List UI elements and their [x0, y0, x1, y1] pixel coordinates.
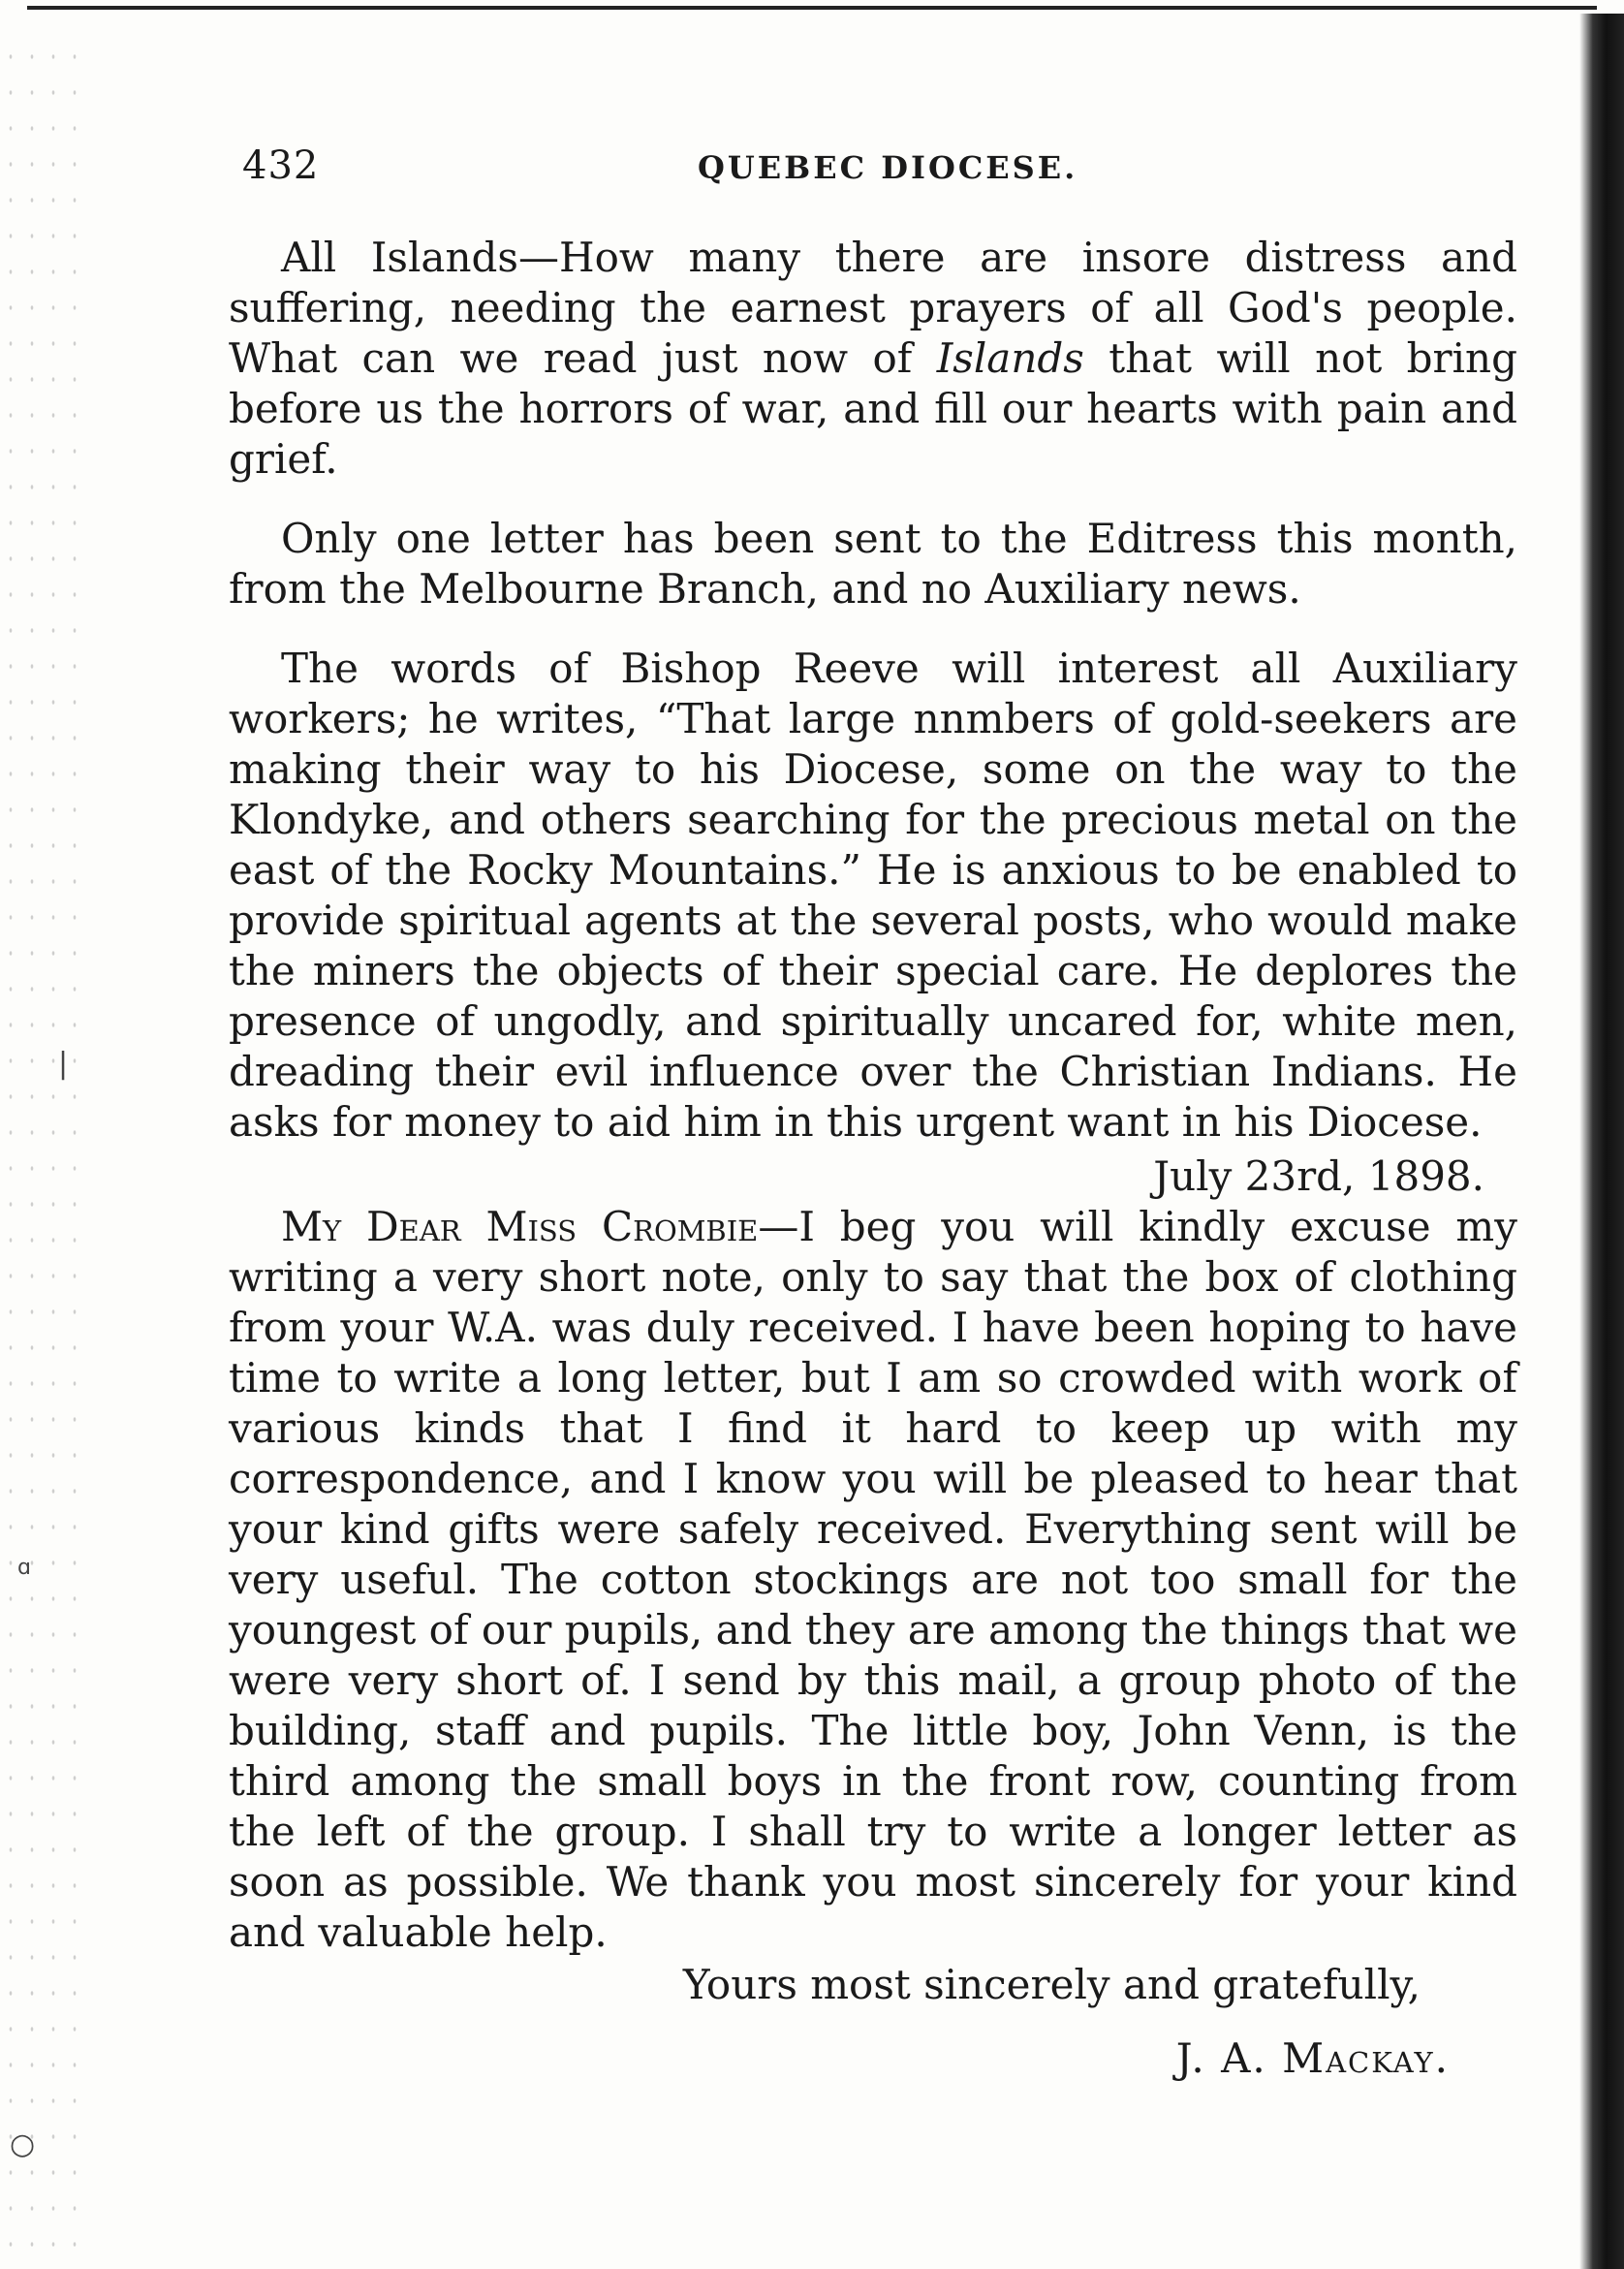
paragraph-bishop-reeve: The words of Bishop Reeve will interest all Auxiliary workers; he writes, “That large nnmbers of gold-seekers are making their way to his Diocese, some on the way to the Klondyke, and others searching for the precious metal on the east of the Rocky Mountains.” He is anxious to be enabled to provide spiritual agents at the several posts, who would make the miners the objects of their special care. He deplores the presence of ungodly, and spiritually uncared for, white men, dreading their evil influence over the Christian Indians. He asks for money to aid him in this urgent want in his Diocese.: [229, 645, 1517, 1146]
top-rule: [27, 6, 1597, 10]
binding-edge: [1579, 14, 1624, 2269]
paragraph-islands-tail: that will not bring before us the horrors of war, and fill our hearts with pain and grief.: [229, 334, 1517, 483]
letter-date: July 23rd, 1898.: [1153, 1152, 1484, 1200]
page-header: [242, 143, 1492, 202]
letter-body: [229, 1202, 1517, 1958]
margin-mark: ɑ: [17, 1556, 31, 1580]
page-number: 432: [242, 143, 320, 188]
scan-speckle: [0, 39, 78, 2249]
letter-text: —I beg you will kindly excuse my writing a very short note, only to say that the box of clothing from your W.A. was duly received. I have been hoping to have time to write a long letter, but I am so crowded with work of various kinds that I find it hard to keep up with my correspondence, and I know you will be pleased to hear that your kind gifts were safely received. Everything sent will be very useful. The cotton stockings are not too small for the youngest of our pupils, and they are among the things that we were very short of. I send by this mail, a group photo of the building, staff and pupils. The little boy, John Venn, is the third among the small boys in the front row, counting from the left of the group. I shall try to write a longer letter as soon as possible. We thank you most sincerely for your kind and valuable help.: [229, 1203, 1517, 1956]
margin-circle-mark: ○: [10, 2127, 36, 2161]
letter-signature: J. A. Mackay.: [1175, 2034, 1450, 2082]
letter-closing: Yours most sincerely and gratefully,: [682, 1961, 1421, 2008]
running-title: QUEBEC DIOCESE.: [698, 149, 1078, 186]
paragraph-islands: [229, 233, 1517, 485]
margin-bar-mark: |: [58, 1047, 69, 1081]
letter-salutation: My Dear Miss Crombie: [281, 1203, 759, 1250]
paragraph-islands-lead: All Islands—How many there are insore distress and suffering, needing the earnest prayers of all God's people. What can we read just now of: [229, 234, 1517, 382]
page-body: [229, 233, 1517, 2084]
paragraph-editress: Only one letter has been sent to the Editress this month, from the Melbourne Branch, and no Auxiliary news.: [229, 515, 1517, 613]
paragraph-islands-italic: Islands: [936, 334, 1084, 382]
